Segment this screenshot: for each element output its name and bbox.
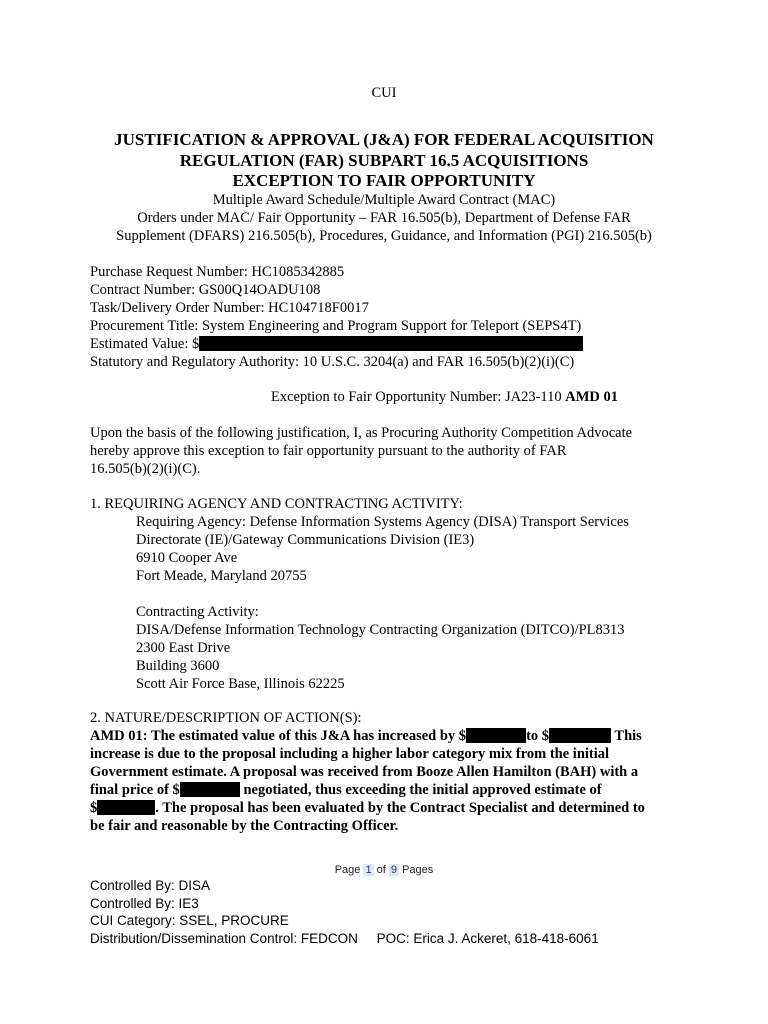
amendment-text: $ (90, 800, 98, 816)
amendment-text: final price of $ (90, 782, 180, 798)
procurement-title: Procurement Title: System Engineering and Program Support for Teleport (SEPS4T) (90, 318, 582, 334)
amendment-line-1 (90, 727, 710, 745)
redaction-block (97, 800, 155, 815)
amendment-line-3: Government estimate. A proposal was received from Booze Allen Hamilton (BAH) with a (90, 764, 639, 780)
amendment-line-6: be fair and reasonable by the Contracting Officer. (90, 818, 399, 834)
contract-number: Contract Number: GS00Q14OADU108 (90, 282, 321, 298)
amendment-text: negotiated, thus exceeding the initial approved estimate of (239, 782, 602, 798)
current-page-number: 1 (365, 864, 372, 876)
contracting-activity-line: Scott Air Force Base, Illinois 62225 (136, 676, 345, 692)
document-subtitle (0, 191, 768, 245)
controlled-by-disa: Controlled By: DISA (90, 878, 211, 893)
approval-line-2: hereby approve this exception to fair opportunity pursuant to the authority of FAR (90, 443, 567, 459)
page-suffix: Pages (399, 864, 434, 876)
redaction-block (549, 728, 611, 743)
amendment-line-5 (90, 799, 710, 817)
page-of: of (373, 864, 389, 876)
estimated-value (90, 335, 690, 353)
purchase-request-number: Purchase Request Number: HC1085342885 (90, 264, 345, 280)
amendment-text: AMD 01: The estimated value of this J&A has increased by $ (90, 728, 467, 744)
section-1-heading: 1. REQUIRING AGENCY AND CONTRACTING ACTIVITY: (90, 496, 463, 512)
approval-line-1: Upon the basis of the following justification, I, as Procuring Authority Competition Advocate (90, 425, 633, 441)
section-nature-of-action (90, 709, 710, 835)
requiring-agency-line: 6910 Cooper Ave (136, 550, 238, 566)
contracting-activity-label: Contracting Activity: (136, 604, 259, 620)
task-order-number: Task/Delivery Order Number: HC104718F0017 (90, 300, 369, 316)
amendment-line-2: increase is due to the proposal including a higher labor category mix from the initial (90, 746, 610, 762)
contracting-activity-line: 2300 East Drive (136, 640, 231, 656)
exception-number (271, 388, 618, 406)
exception-label: Exception to Fair Opportunity Number: JA23-110 (271, 389, 566, 405)
estimated-value-label: Estimated Value: $ (90, 336, 200, 352)
requiring-agency-line: Fort Meade, Maryland 20755 (136, 568, 307, 584)
redaction-block (466, 728, 526, 743)
header-fields (90, 263, 690, 371)
statutory-authority: Statutory and Regulatory Authority: 10 U.S.C. 3204(a) and FAR 16.505(b)(2)(i)(C) (90, 354, 575, 370)
spacer (136, 585, 710, 603)
document-title (0, 130, 768, 192)
distribution-control: Distribution/Dissemination Control: FEDCON POC: Erica J. Ackeret, 618-418-6061 (90, 930, 599, 946)
cui-category: CUI Category: SSEL, PROCURE (90, 913, 289, 928)
page-prefix: Page (334, 864, 364, 876)
redaction-block (199, 336, 583, 351)
amendment-text: This (611, 728, 642, 744)
approval-paragraph (90, 424, 690, 478)
approval-line-3: 16.505(b)(2)(i)(C). (90, 461, 201, 477)
requiring-agency-line: Directorate (IE)/Gateway Communications Division (IE3) (136, 532, 475, 548)
title-line-1: JUSTIFICATION & APPROVAL (J&A) FOR FEDERAL ACQUISITION (114, 130, 654, 149)
cui-footer (90, 877, 730, 947)
exception-amd: AMD 01 (565, 389, 619, 405)
cui-marking: CUI (371, 85, 397, 101)
section-requiring-agency (90, 495, 710, 693)
redaction-block (180, 782, 240, 797)
contracting-activity-line: DISA/Defense Information Technology Contracting Organization (DITCO)/PL8313 (136, 622, 625, 638)
contracting-activity-line: Building 3600 (136, 658, 220, 674)
amendment-line-4 (90, 781, 710, 799)
controlled-by-ie3: Controlled By: IE3 (90, 895, 199, 911)
total-page-number: 9 (390, 864, 398, 876)
amendment-text: . The proposal has been evaluated by the Contract Specialist and determined to (155, 800, 645, 816)
title-line-2: REGULATION (FAR) SUBPART 16.5 ACQUISITIONS (179, 150, 589, 170)
subtitle-line-2: Orders under MAC/ Fair Opportunity – FAR 16.505(b), Department of Defense FAR (137, 210, 631, 226)
title-line-3: EXCEPTION TO FAIR OPPORTUNITY (232, 171, 536, 190)
requiring-agency-block (90, 513, 710, 693)
requiring-agency-line: Requiring Agency: Defense Information Systems Agency (DISA) Transport Services (136, 514, 629, 530)
subtitle-line-1: Multiple Award Schedule/Multiple Award Contract (MAC) (212, 192, 556, 208)
subtitle-line-3: Supplement (DFARS) 216.505(b), Procedures, Guidance, and Information (PGI) 216.505(b) (116, 228, 652, 244)
amendment-paragraph (90, 727, 710, 835)
amendment-text: to $ (526, 728, 550, 744)
section-2-heading: 2. NATURE/DESCRIPTION OF ACTION(S): (90, 710, 362, 726)
